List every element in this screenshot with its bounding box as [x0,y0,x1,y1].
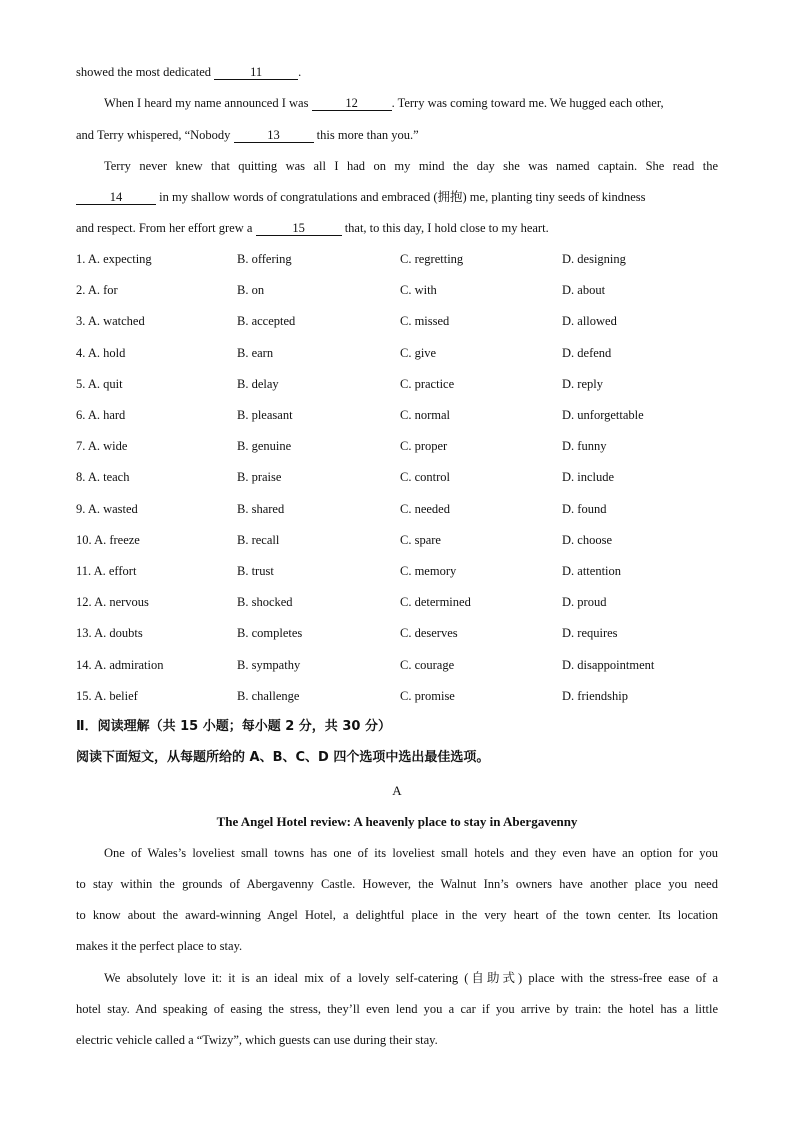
question-number: 3. [76,314,86,328]
cloze-text: showed the most dedicated [76,65,212,79]
option-text: A. hold [87,346,126,360]
passage-line: to know about the award-winning Angel Hotel, a delightful place in the very heart of the town center. Its location [76,908,718,922]
option-b: B. trust [237,564,274,578]
option-a [76,251,152,267]
option-c: C. normal [400,408,450,422]
option-row [76,345,726,361]
option-d: D. choose [562,533,612,547]
option-row [76,469,726,485]
cloze-line-4: Terry never knew that quitting was all I had on my mind the day she was named captain. She read the [104,159,718,173]
option-a [76,501,138,517]
option-c: C. memory [400,564,457,578]
option-c: C. proper [400,439,448,453]
question-number: 15. [76,689,92,703]
cloze-text: this more than you.” [316,128,419,142]
option-b: B. pleasant [237,408,293,422]
option-a [76,407,125,423]
passage-line: We absolutely love it: it is an ideal mix of a lovely self-catering (自助式) place with the stress-free ease of a [104,971,718,985]
question-number: 4. [76,346,86,360]
option-a [76,282,118,298]
option-text: A. belief [94,689,138,703]
option-c: C. practice [400,377,455,391]
option-b: B. challenge [237,689,300,703]
cloze-line-3 [76,127,718,143]
option-d: D. include [562,470,615,484]
option-text: A. wasted [87,502,138,516]
passage-line: One of Wales’s loveliest small towns has one of its loveliest small hotels and they even have an option for you [104,846,718,860]
option-text: A. for [87,283,118,297]
option-row [76,563,726,579]
option-d: D. funny [562,439,607,453]
cloze-text: that, to this day, I hold close to my heart. [344,221,549,235]
option-a [76,657,164,673]
question-number: 12. [76,595,92,609]
option-text: A. hard [87,408,126,422]
passage-line: makes it the perfect place to stay. [76,939,243,953]
option-text: A. teach [87,470,130,484]
passage-line: to stay within the grounds of Abergavenny Castle. However, the Walnut Inn’s owners have another place you need [76,877,718,891]
option-c: C. determined [400,595,471,609]
cloze-line-5 [76,189,718,205]
option-d: D. reply [562,377,603,391]
cloze-text: in my shallow words of congratulations and embraced (拥抱) me, planting tiny seeds of kindness [159,190,646,204]
option-row [76,313,726,329]
option-b: B. completes [237,626,303,640]
option-a [76,469,129,485]
option-d: D. unforgettable [562,408,644,422]
question-number: 1. [76,252,86,266]
option-row [76,625,726,641]
cloze-line-6 [76,220,718,236]
question-number: 6. [76,408,86,422]
option-b: B. earn [237,346,274,360]
option-b: B. shared [237,502,285,516]
cloze-text: . Terry was coming toward me. We hugged each other, [391,96,664,110]
option-c: C. deserves [400,626,458,640]
question-number: 5. [76,377,86,391]
option-d: D. defend [562,346,612,360]
option-row [76,251,726,267]
passage-label: A [392,783,402,798]
option-b: B. sympathy [237,658,301,672]
blank-13: 13 [234,128,314,143]
option-text: A. wide [87,439,128,453]
question-number: 11. [76,564,92,578]
option-row [76,407,726,423]
option-a [76,625,143,641]
blank-11: 11 [214,65,298,80]
option-b: B. praise [237,470,282,484]
cloze-text: . [298,65,302,79]
cloze-text: When I heard my name announced I was [104,96,309,110]
passage-line: hotel stay. And speaking of easing the stress, they’ll even lend you a car if you arrive by train: the hotel has a little [76,1002,718,1016]
question-number: 9. [76,502,86,516]
question-number: 14. [76,658,92,672]
question-number: 13. [76,626,92,640]
option-text: A. nervous [94,595,149,609]
option-c: C. spare [400,533,441,547]
option-row [76,594,726,610]
passage-line: electric vehicle called a “Twizy”, which guests can use during their stay. [76,1033,438,1047]
option-a [76,563,136,579]
option-b: B. accepted [237,314,296,328]
option-b: B. genuine [237,439,292,453]
option-a [76,688,138,704]
option-d: D. attention [562,564,622,578]
option-a [76,345,125,361]
cloze-text: and Terry whispered, “Nobody [76,128,231,142]
option-row [76,501,726,517]
cloze-text: and respect. From her effort grew a [76,221,253,235]
option-c: C. promise [400,689,455,703]
option-text: A. watched [87,314,145,328]
option-c: C. missed [400,314,450,328]
option-row [76,688,726,704]
option-text: A. effort [93,564,137,578]
option-text: A. doubts [94,626,143,640]
option-a [76,532,140,548]
option-text: A. freeze [94,533,140,547]
option-a [76,594,149,610]
option-text: A. admiration [94,658,164,672]
option-d: D. designing [562,252,626,266]
blank-14: 14 [76,190,156,205]
option-c: C. give [400,346,437,360]
option-d: D. found [562,502,607,516]
option-c: C. regretting [400,252,464,266]
cloze-line-2 [104,95,718,111]
option-row [76,438,726,454]
option-d: D. proud [562,595,607,609]
option-c: C. control [400,470,450,484]
option-c: C. courage [400,658,455,672]
cloze-line-1 [76,64,718,80]
option-b: B. recall [237,533,280,547]
option-text: A. quit [87,377,123,391]
option-b: B. on [237,283,265,297]
passage-title: The Angel Hotel review: A heavenly place to stay in Abergavenny [216,814,578,829]
section-heading: Ⅱ．阅读理解（共 15 小题；每小题 2 分，共 30 分） [76,719,391,734]
option-d: D. requires [562,626,618,640]
option-row [76,532,726,548]
question-number: 7. [76,439,86,453]
blank-15: 15 [256,221,342,236]
question-number: 10. [76,533,92,547]
option-d: D. about [562,283,606,297]
question-number: 2. [76,283,86,297]
option-row [76,282,726,298]
option-a [76,313,145,329]
option-row [76,657,726,673]
option-row [76,376,726,392]
question-number: 8. [76,470,86,484]
option-a [76,438,127,454]
section-instruction: 阅读下面短文，从每题所给的 A、B、C、D 四个选项中选出最佳选项。 [76,750,490,765]
blank-12: 12 [312,96,392,111]
option-text: A. expecting [87,252,152,266]
option-c: C. needed [400,502,450,516]
option-b: B. offering [237,252,292,266]
option-a [76,376,123,392]
option-d: D. disappointment [562,658,655,672]
option-b: B. shocked [237,595,293,609]
option-d: D. allowed [562,314,617,328]
option-b: B. delay [237,377,279,391]
option-d: D. friendship [562,689,628,703]
option-c: C. with [400,283,437,297]
